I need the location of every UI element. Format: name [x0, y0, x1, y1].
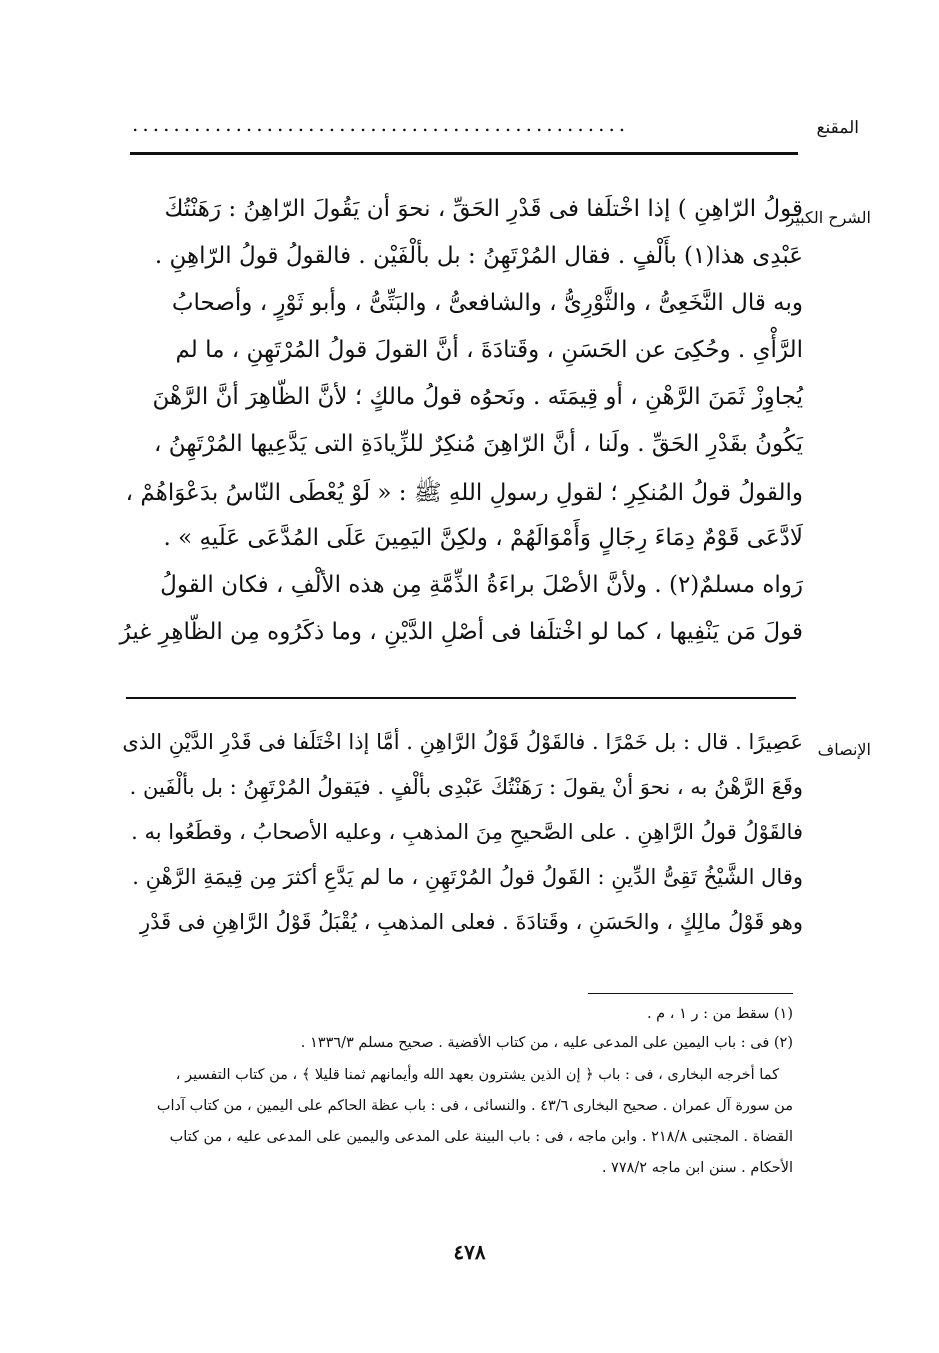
sharh-section-label: الشرح الكبير [786, 208, 871, 227]
header-rule [130, 152, 798, 155]
footnote: (١) سقط من : ر ١ ، م . [646, 1006, 793, 1022]
section-divider [126, 697, 796, 699]
insaf-section-label: الإنصاف [817, 740, 871, 759]
footnote: (٢) فى : باب اليمين على المدعى عليه ، من كتاب الأقضية . صحيح مسلم ١٣٣٦/٣ . [300, 1035, 793, 1051]
header-dot-leader: ................................................ [132, 112, 630, 132]
footnote: القضاة . المجتبى ٢١٨/٨ . وابن ماجه ، فى : باب البينة على المدعى واليمين على المدعى عليه ، من كتاب [169, 1129, 793, 1145]
book-title-label: المقنع [816, 118, 859, 138]
page-number: ٤٧٨ [453, 1240, 486, 1264]
footnote: من سورة آل عمران . صحيح البخارى ٤٣/٦ . والنسائى ، فى : باب عظة الحاكم على اليمين ، من كتاب آداب [156, 1098, 793, 1114]
footnote: كما أخرجه البخارى ، فى : باب ﴿ إن الذين يشترون بعهد الله وأيمانهم ثمنا قليلا ﴾ ، من كتاب التفسير ، [175, 1067, 779, 1083]
footnote-rule [588, 993, 793, 994]
footnote: الأحكام . سنن ابن ماجه ٧٧٨/٢ . [601, 1160, 793, 1176]
